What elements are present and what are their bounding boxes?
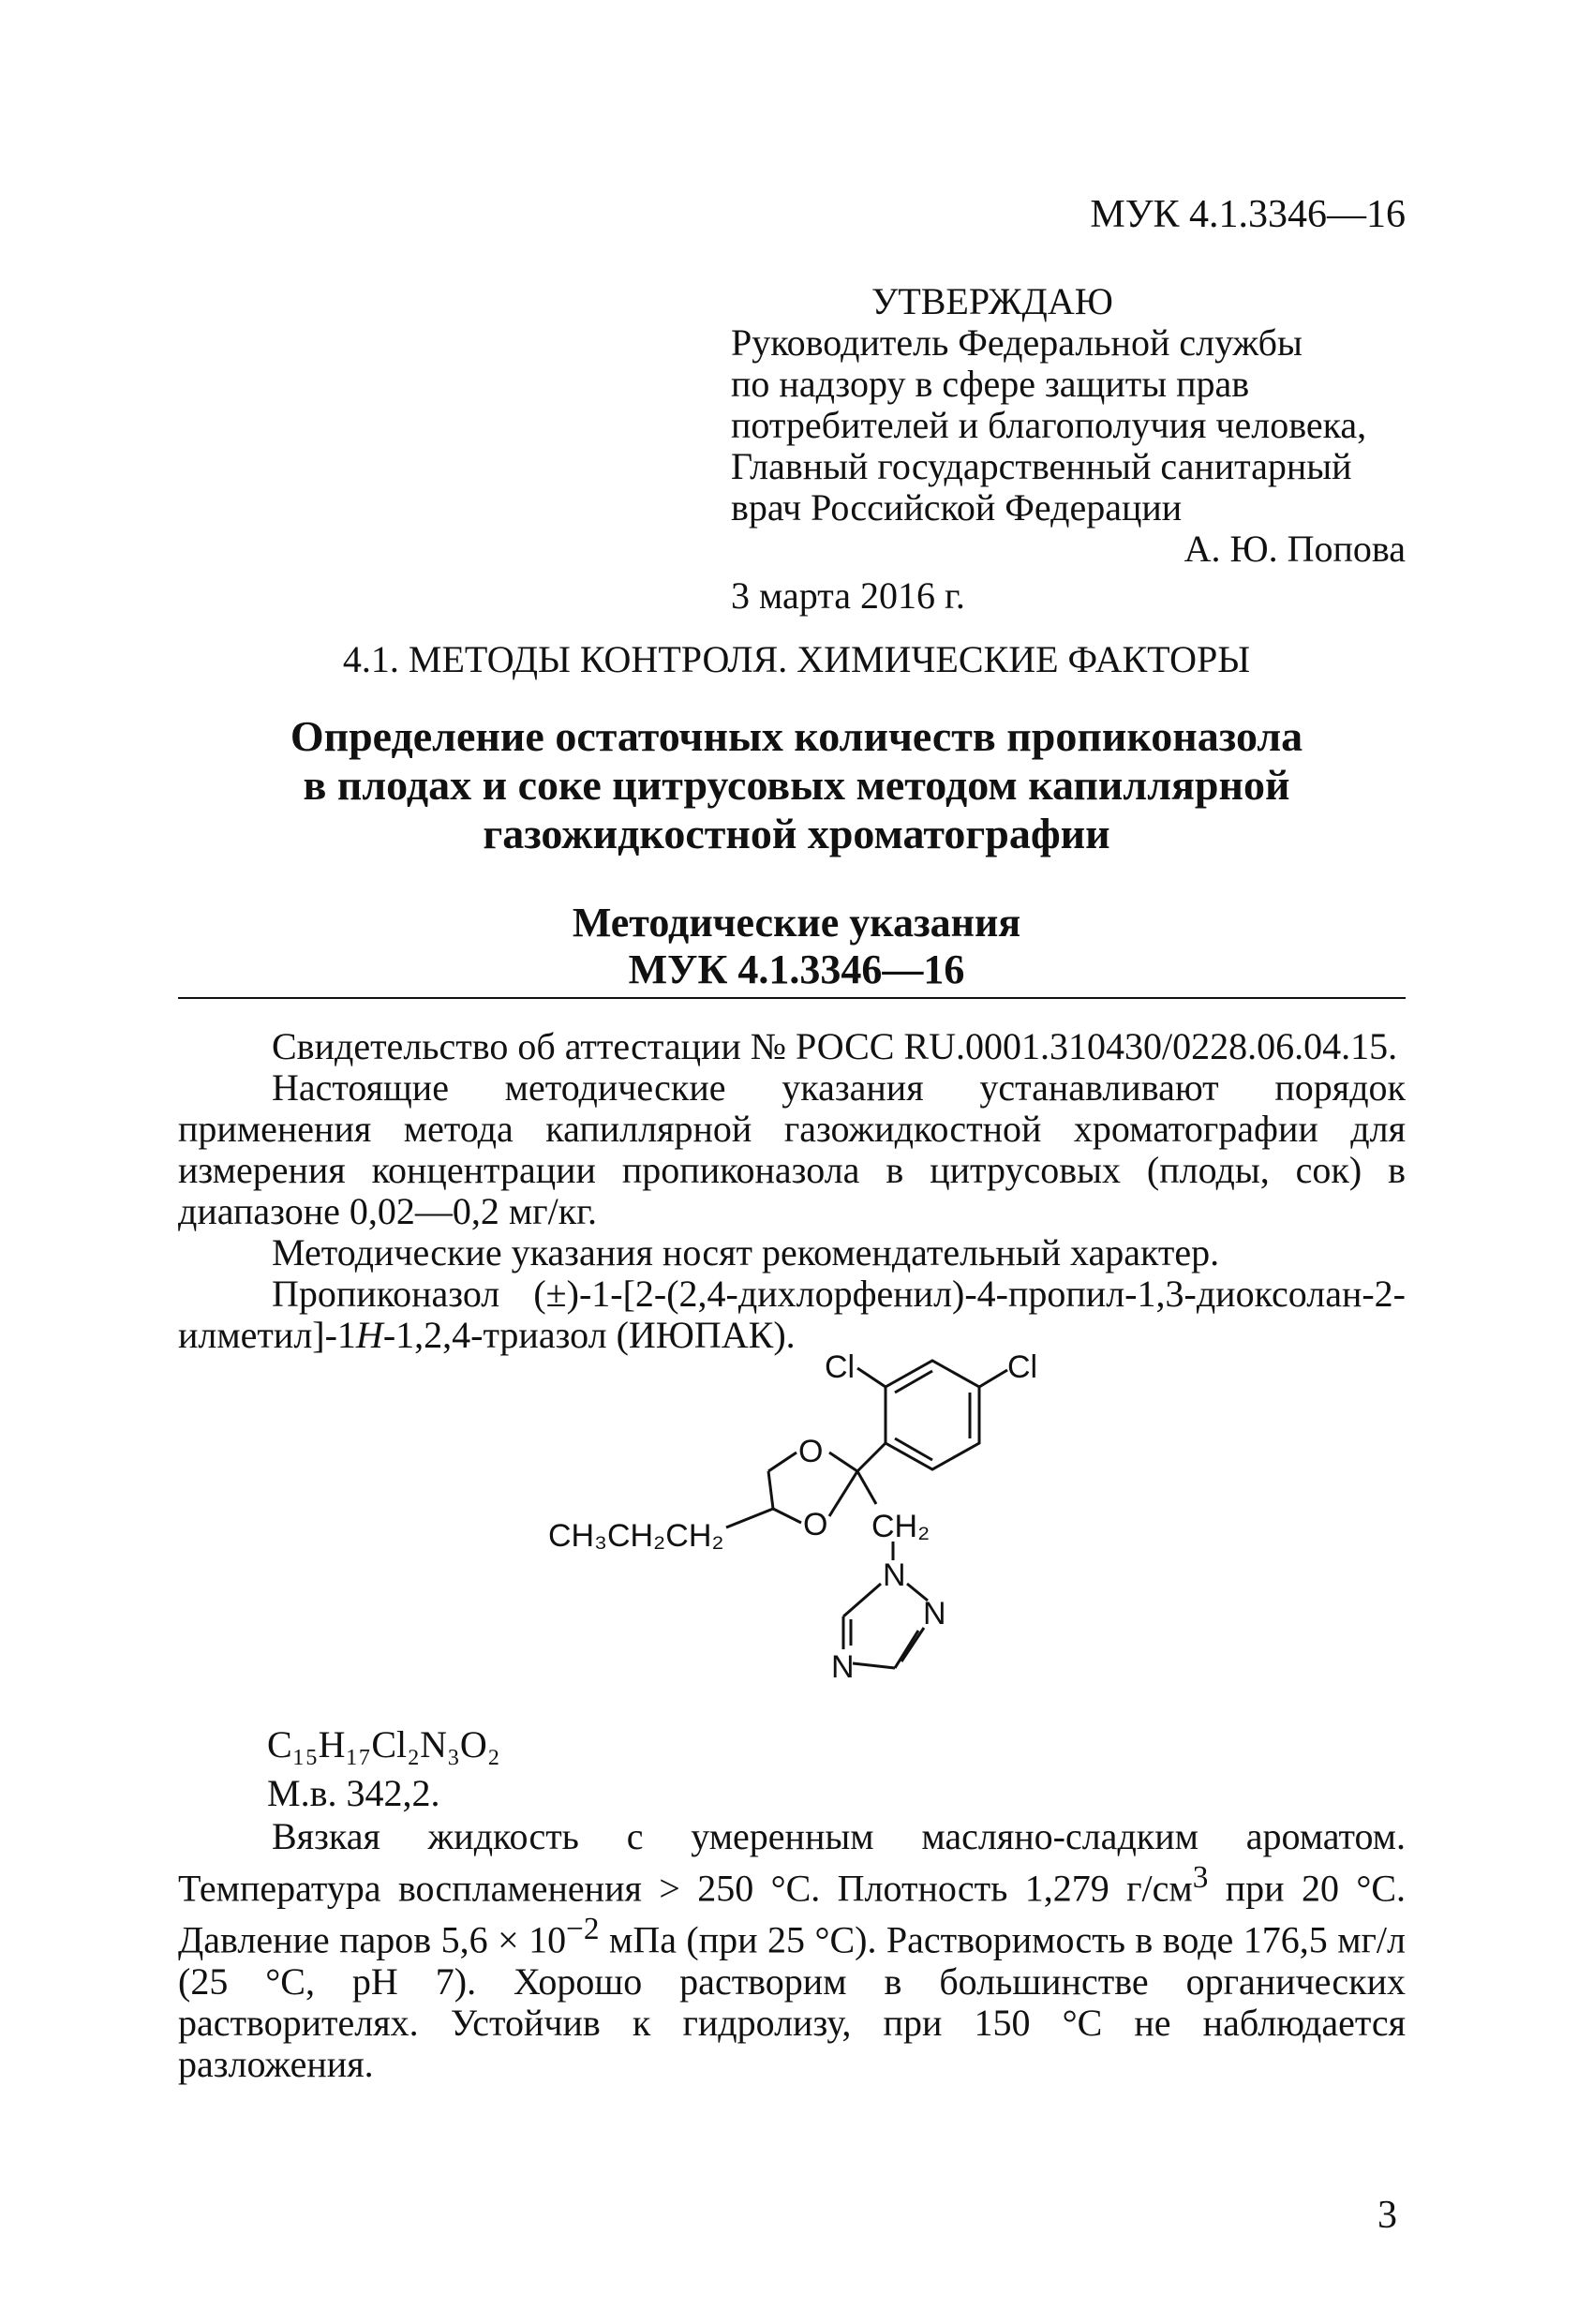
page-number: 3: [1377, 2194, 1397, 2237]
title-line: в плодах и соке цитрусовых методом капиллярной: [303, 761, 1290, 809]
iupac-suffix: -1,2,4-триазол (ИЮПАК).: [382, 1314, 796, 1356]
title-line: газожидкостной хроматографии: [483, 810, 1110, 857]
nature-paragraph: Методические указания носят рекомендательный характер.: [272, 1231, 1220, 1274]
molecular-formula: C₁₅H₁₇Cl₂N₃O₂: [267, 1723, 500, 1765]
iupac-paragraph: [178, 1274, 1406, 1356]
properties-sup1: 3: [1192, 1860, 1209, 1895]
propyl-label: CH₃CH₂CH₂: [548, 1518, 724, 1554]
ch2-label: CH₂: [871, 1509, 930, 1544]
o-bottom-label: O: [803, 1507, 828, 1542]
approval-line: Руководитель Федеральной службы: [731, 321, 1303, 364]
molecular-weight: М.в. 342,2.: [267, 1772, 440, 1814]
document-code: МУК 4.1.3346—16: [1090, 193, 1406, 236]
horizontal-rule: [178, 997, 1406, 999]
properties-paragraph: [178, 1816, 1406, 2085]
n2-label: N: [923, 1596, 946, 1631]
properties-sup2: −2: [566, 1912, 600, 1947]
subtitle-line: МУК 4.1.3346—16: [628, 946, 965, 992]
title-line: Определение остаточных количеств пропиконазола: [290, 712, 1303, 760]
structural-formula: [525, 1349, 1087, 1724]
approval-signatory: А. Ю. Попова: [1184, 528, 1406, 570]
iupac-prefix: Пропиконазол (±)-1-[2-(2,4-дихлорфенил)-4-пропил-1,3-диоксолан-2-илметил]-1: [178, 1273, 1406, 1356]
approval-line: Главный государственный санитарный: [731, 445, 1352, 487]
n1-label: N: [883, 1557, 906, 1593]
document-subtitle: [0, 900, 1593, 993]
approval-date: 3 марта 2016 г.: [731, 574, 965, 617]
subtitle-line: Методические указания: [572, 900, 1021, 946]
cl-right-label: Cl: [1007, 1349, 1038, 1385]
properties-part3: мПа (при 25 °С). Растворимость в воде 176,5 мг/л (25 °С, рН 7). Хорошо растворим в большинстве органических растворителях. Устойчив к гидролизу, при 150 °С не наблюдается разложения.: [178, 1918, 1406, 2085]
scope-paragraph: Настоящие методические указания устанавливают порядок применения метода капиллярной газожидкостной хроматографии для измерения концентрации пропиконазола в цитрусовых (плоды, сок) в диапазоне 0,02—0,2 мг/кг.: [178, 1066, 1406, 1232]
certificate-paragraph: Свидетельство об аттестации № РОСС RU.0001.310430/0228.06.04.15.: [272, 1025, 1398, 1067]
benzene-ring: [886, 1361, 979, 1469]
o-top-label: O: [798, 1434, 824, 1469]
cl-left-label: Cl: [825, 1349, 856, 1385]
approval-line: врач Российской Федерации: [731, 486, 1183, 529]
properties-part2: при 20 °С. Давление паров 5,6 × 10: [178, 1867, 1407, 1961]
approval-line: по надзору в сфере защиты прав: [731, 363, 1250, 405]
approval-line: потребителей и благополучия человека,: [731, 404, 1367, 446]
n4-label: N: [831, 1649, 855, 1685]
section-heading: 4.1. МЕТОДЫ КОНТРОЛЯ. ХИМИЧЕСКИЕ ФАКТОРЫ: [342, 638, 1251, 680]
approval-block: [731, 281, 1406, 617]
document-title: [0, 712, 1593, 858]
approval-heading: УТВЕРЖДАЮ: [871, 280, 1113, 322]
properties-part1: Вязкая жидкость с умеренным масляно-сладким ароматом. Температура воспламенения > 250 °С. Плотность 1,279 г/см: [178, 1815, 1406, 1910]
iupac-italic: H: [355, 1314, 383, 1356]
